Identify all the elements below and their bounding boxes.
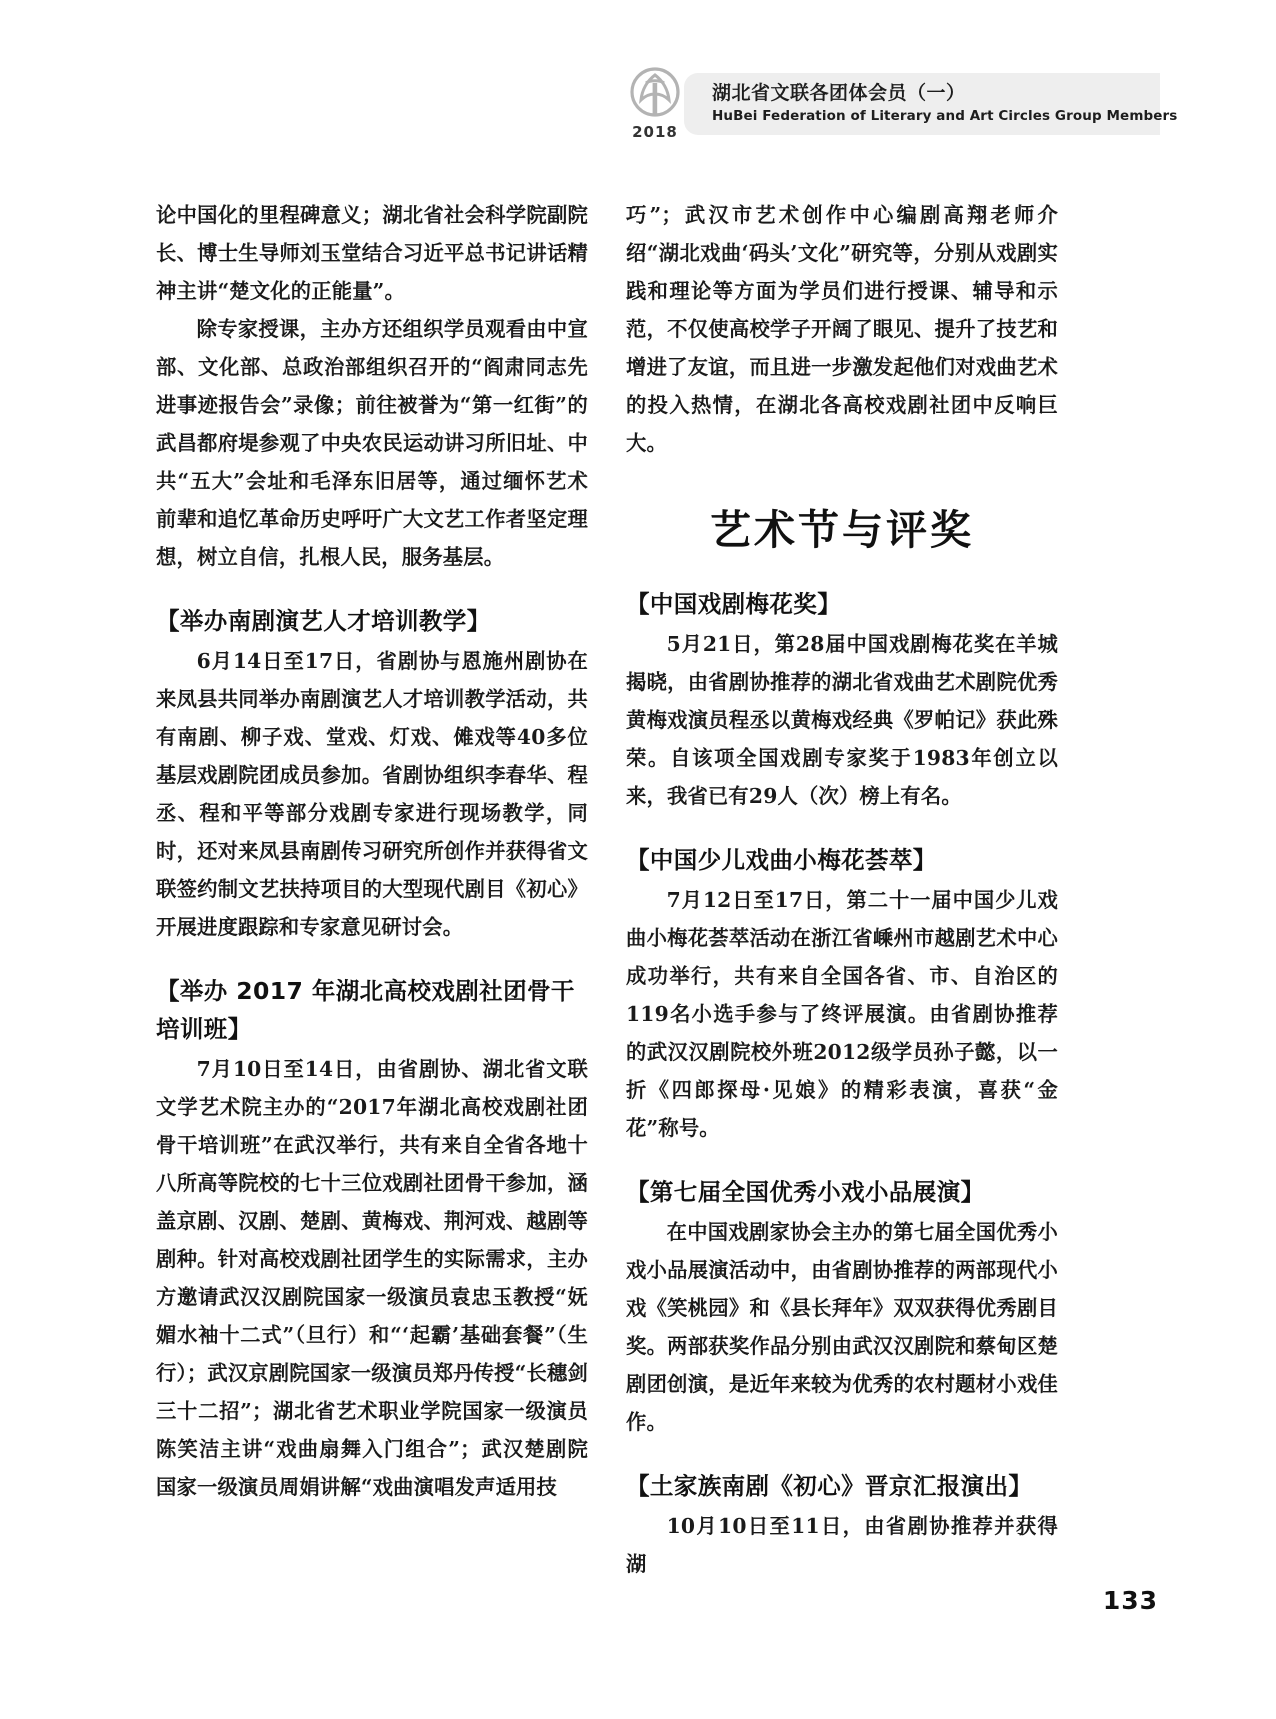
- section-heading: 【土家族南剧《初心》晋京汇报演出】: [626, 1472, 1033, 1501]
- hubei-federation-emblem-icon: [624, 66, 686, 146]
- logo-year: 2018: [632, 123, 678, 141]
- body-paragraph: 7月10日至14日，由省剧协、湖北省文联文学艺术院主办的“2017年湖北高校戏剧社团骨干培训班”在武汉举行，共有来自全省各地十八所高等院校的七十三位戏剧社团骨干参加，涵盖京剧、汉剧、楚剧、黄梅戏、荆河戏、越剧等剧种。针对高校戏剧社团学生的实际需求，主办方邀请武汉汉剧院国家一级演员袁忠玉教授“妩媚水袖十二式”（旦行）和“‘起霸’基础套餐”（生行）；武汉京剧院国家一级演员郑丹传授“长穗剑三十二招”；湖北省艺术职业学院国家一级演员陈笑洁主讲“戏曲扇舞入门组合”；武汉楚剧院国家一级演员周娟讲解“戏曲演唱发声适用技: [156, 1057, 588, 1499]
- body-paragraph: 论中国化的里程碑意义；湖北省社会科学院副院长、博士生导师刘玉堂结合习近平总书记讲话精神主讲“楚文化的正能量”。: [156, 203, 588, 303]
- body-paragraph: 10月10日至11日，由省剧协推荐并获得湖: [626, 1514, 1058, 1577]
- section-heading: 【第七届全国优秀小戏小品展演】: [626, 1178, 985, 1207]
- body-paragraph: 7月12日至17日，第二十一届中国少儿戏曲小梅花荟萃活动在浙江省嵊州市越剧艺术中心成功举行，共有来自全国各省、市、自治区的119名小选手参与了终评展演。由省剧协推荐的武汉汉剧院校外班2012级学员孙子懿，以一折《四郎探母·见娘》的精彩表演，喜获“金花”称号。: [626, 888, 1058, 1141]
- section-title: 艺术节与评奖: [710, 506, 974, 554]
- section-heading: 【中国戏剧梅花奖】: [626, 590, 842, 619]
- left-column: [156, 196, 588, 1506]
- body-paragraph: 在中国戏剧家协会主办的第七届全国优秀小戏小品展演活动中，由省剧协推荐的两部现代小戏《笑桃园》和《县长拜年》双双获得优秀剧目奖。两部获奖作品分别由武汉汉剧院和蔡甸区楚剧团创演，是近年来较为优秀的农村题材小戏佳作。: [626, 1220, 1058, 1435]
- section-heading: 【举办南剧演艺人才培训教学】: [156, 607, 491, 635]
- right-column: [626, 196, 1058, 1583]
- section-heading: 【中国少儿戏曲小梅花荟萃】: [626, 846, 937, 875]
- page-number: 133: [1102, 1586, 1158, 1615]
- section-heading: 【举办 2017 年湖北高校戏剧社团骨干培训班】: [156, 977, 575, 1043]
- header-title-en: HuBei Federation of Literary and Art Circles Group Members: [712, 108, 1178, 124]
- page-header: [620, 66, 1178, 148]
- header-title-cn: 湖北省文联各团体会员（一）: [712, 82, 966, 104]
- body-paragraph: 5月21日，第28届中国戏剧梅花奖在羊城揭晓，由省剧协推荐的湖北省戏曲艺术剧院优秀黄梅戏演员程丞以黄梅戏经典《罗帕记》获此殊荣。自该项全国戏剧专家奖于1983年创立以来，我省已有29人（次）榜上有名。: [626, 632, 1058, 809]
- body-paragraph: 除专家授课，主办方还组织学员观看由中宣部、文化部、总政治部组织召开的“阎肃同志先进事迹报告会”录像；前往被誉为“第一红街”的武昌都府堤参观了中央农民运动讲习所旧址、中共“五大”会址和毛泽东旧居等，通过缅怀艺术前辈和追忆革命历史呼吁广大文艺工作者坚定理想，树立自信，扎根人民，服务基层。: [156, 317, 588, 569]
- body-paragraph: 巧”；武汉市艺术创作中心编剧高翔老师介绍“湖北戏曲‘码头’文化”研究等，分别从戏剧实践和理论等方面为学员们进行授课、辅导和示范，不仅使高校学子开阔了眼见、提升了技艺和增进了友谊，而且进一步激发起他们对戏曲艺术的投入热情，在湖北各高校戏剧社团中反响巨大。: [626, 203, 1058, 455]
- body-paragraph: 6月14日至17日，省剧协与恩施州剧协在来凤县共同举办南剧演艺人才培训教学活动，共有南剧、柳子戏、堂戏、灯戏、傩戏等40多位基层戏剧院团成员参加。省剧协组织李春华、程丞、程和平等部分戏剧专家进行现场教学，同时，还对来凤县南剧传习研究所创作并获得省文联签约制文艺扶持项目的大型现代剧目《初心》开展进度跟踪和专家意见研讨会。: [156, 649, 588, 939]
